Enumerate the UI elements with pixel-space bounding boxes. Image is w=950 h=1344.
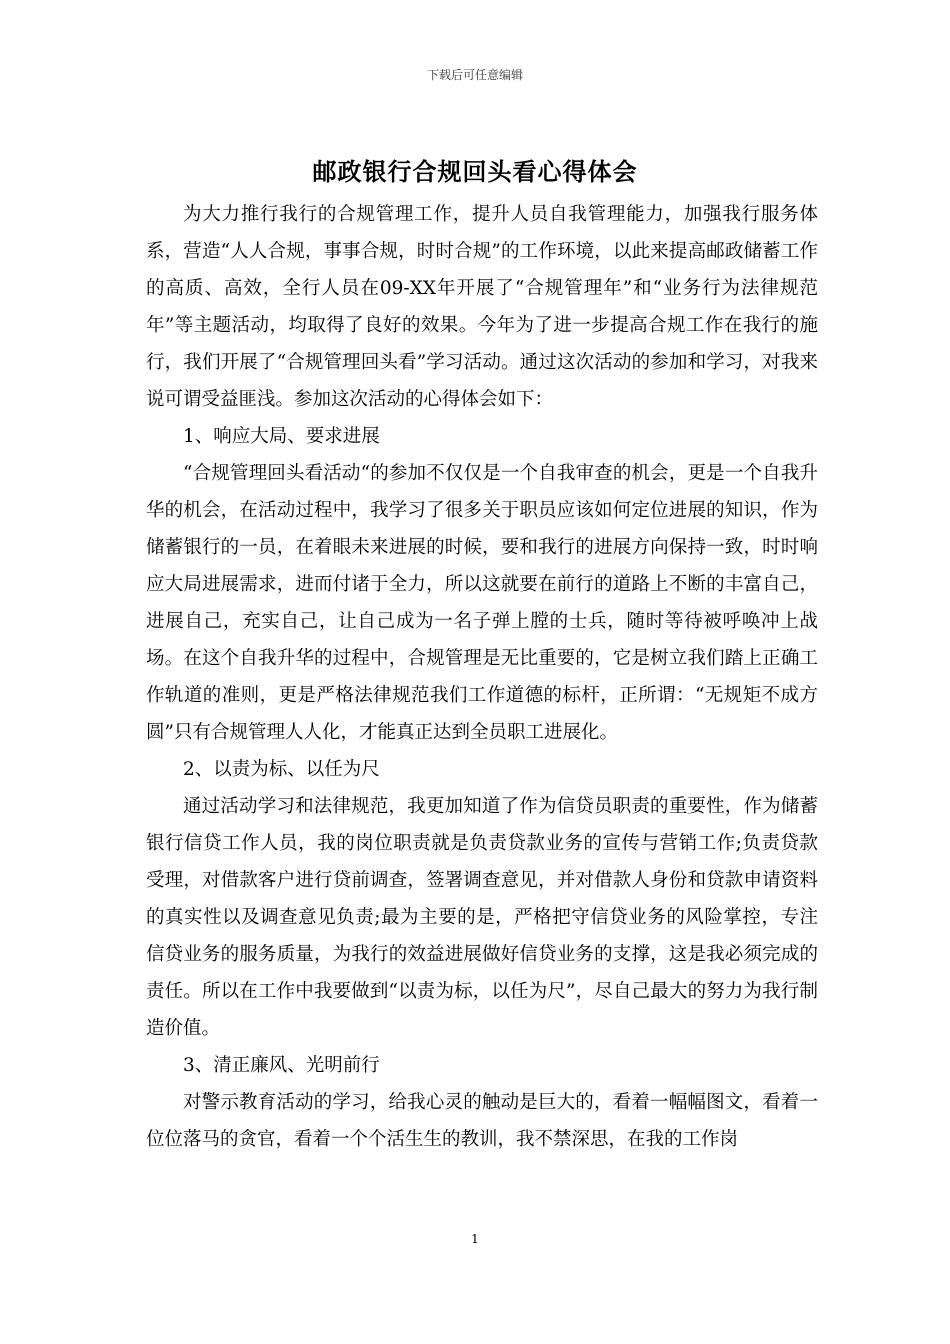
section-heading-2: 2、以责为标、以任为尺 [183, 759, 380, 780]
page-header-note: 下载后可任意编辑 [426, 68, 523, 82]
document-title: 邮政银行合规回头看心得体会 [312, 158, 638, 186]
paragraph-section-2: 通过活动学习和法律规范，我更加知道了作为信贷员职责的重要性，作为储蓄银行信贷工作人员，我的岗位职责就是负责贷款业务的宣传与营销工作;负责贷款受理，对借款客户进行贷前调查，签署调查意见，并对借款人身份和贷款申请资料的真实性以及调查意见负责;最为主要的是，严格把守信贷业务的风险掌控，专注信贷业务的服务质量，为我行的效益进展做好信贷业务的支撑，这是我必须完成的责任。所以在工作中我要做到“以责为标，以任为尺”，尽自己最大的努力为我行制造价值。 [146, 796, 818, 1039]
paragraph-section-3: 对警示教育活动的学习，给我心灵的触动是巨大的，看着一幅幅图文，看着一位位落马的贪官，看着一个个活生生的教训，我不禁深思，在我的工作岗 [146, 1092, 818, 1150]
paragraph-intro: 为大力推行我行的合规管理工作，提升人员自我管理能力，加强我行服务体系，营造“人人合规，事事合规，时时合规”的工作环境，以此来提高邮政储蓄工作的高质、高效，全行人员在09-XX年开展了“合规管理年”和“业务行为法律规范年”等主题活动，均取得了良好的效果。今年为了进一步提高合规工作在我行的施行，我们开展了“合规管理回头看”学习活动。通过这次活动的参加和学习，对我来说可谓受益匪浅。参加这次活动的心得体会如下： [146, 204, 818, 410]
section-heading-3: 3、清正廉风、光明前行 [183, 1055, 380, 1076]
page-number: 1 [471, 1232, 479, 1246]
document-body [146, 196, 818, 1158]
section-heading-1: 1、响应大局、要求进展 [183, 426, 380, 447]
paragraph-section-1: “合规管理回头看活动“的参加不仅仅是一个自我审查的机会，更是一个自我升华的机会，在活动过程中，我学习了很多关于职员应该如何定位进展的知识，作为储蓄银行的一员，在着眼未来进展的时候，要和我行的进展方向保持一致，时时响应大局进展需求，进而付诸于全力，所以这就要在前行的道路上不断的丰富自己，进展自己，充实自己，让自己成为一名子弹上膛的士兵，随时等待被呼唤冲上战场。在这个自我升华的过程中，合规管理是无比重要的，它是树立我们踏上正确工作轨道的准则，更是严格法律规范我们工作道德的标杆，正所谓：“无规矩不成方圆”只有合规管理人人化，才能真正达到全员职工进展化。 [146, 463, 818, 743]
